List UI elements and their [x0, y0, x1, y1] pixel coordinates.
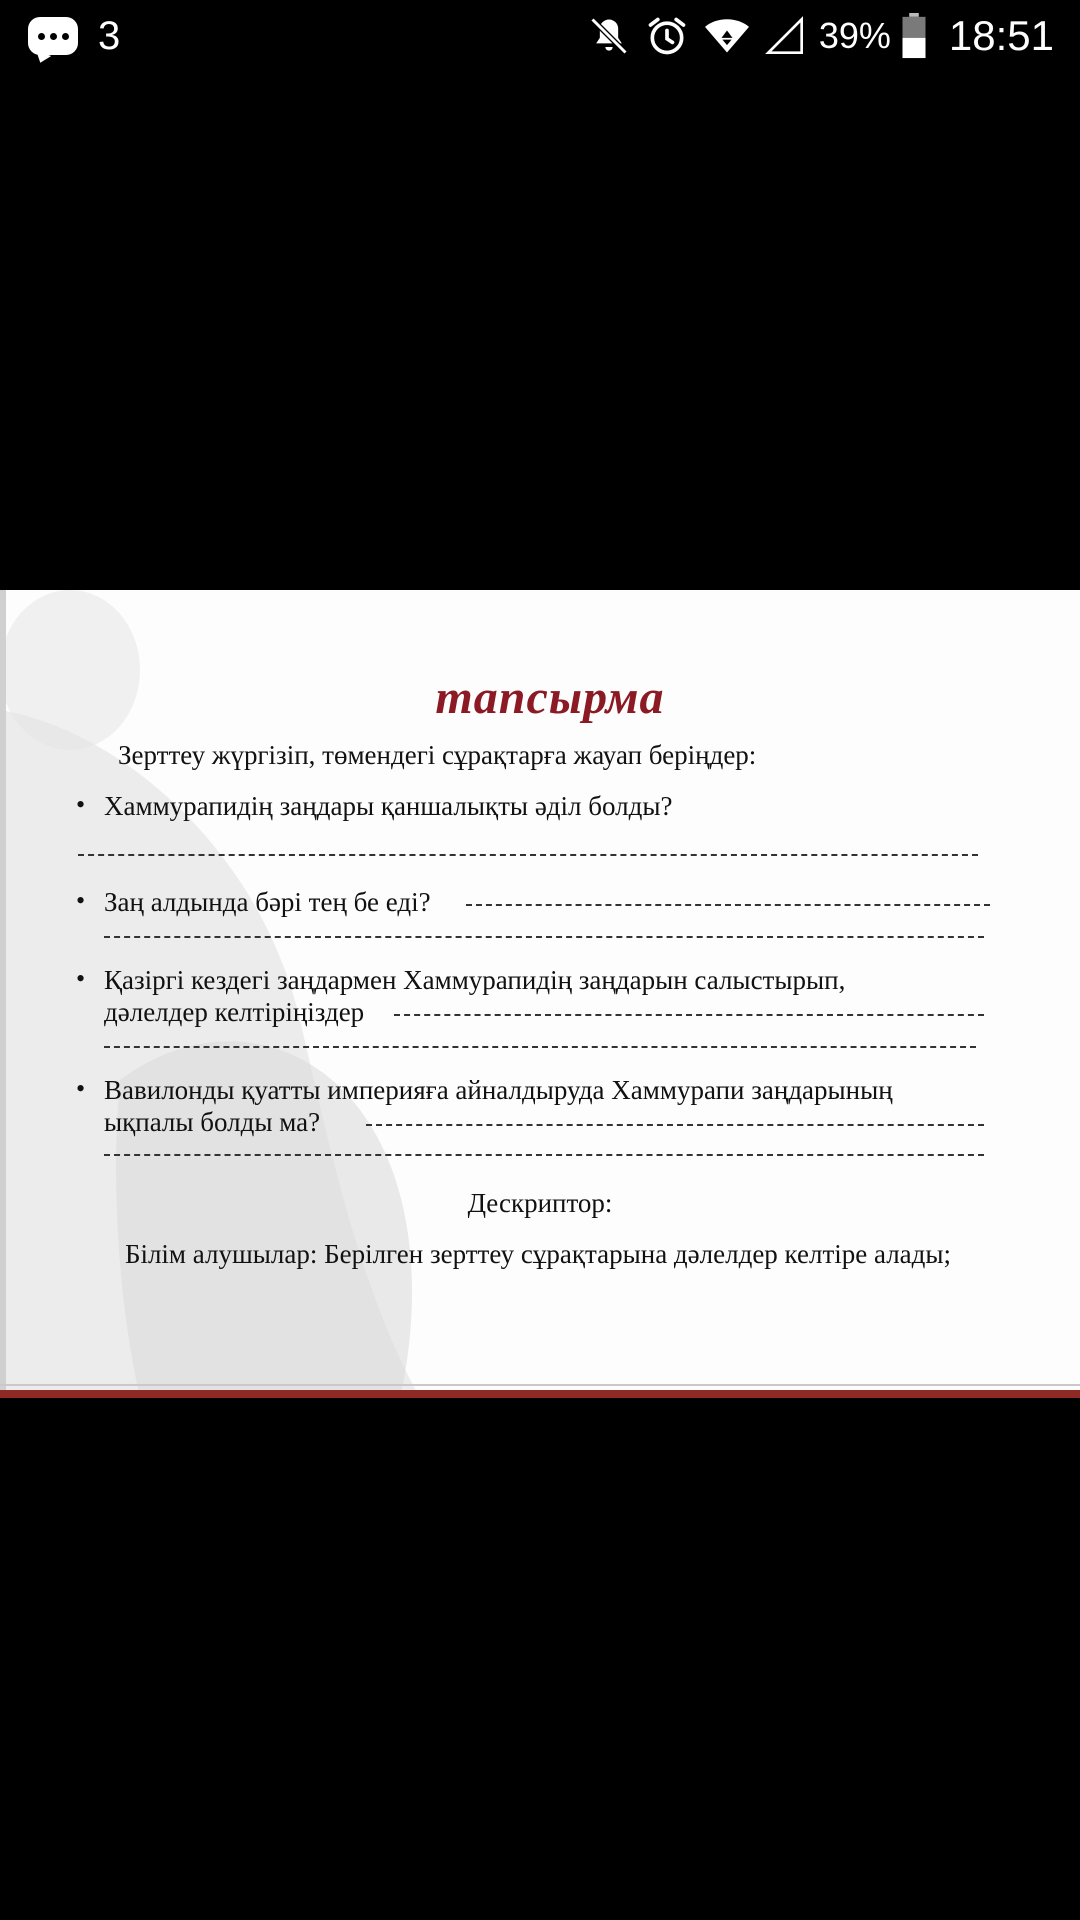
- bullet: •: [76, 886, 86, 915]
- status-bar-right: [587, 10, 1054, 62]
- slide-content: [0, 590, 1080, 1398]
- status-bar-left: [28, 14, 120, 58]
- question-text: Заң алдында бәрі тең бе еді?: [104, 887, 431, 917]
- alarm-icon: [645, 14, 689, 58]
- battery-icon: [901, 13, 927, 59]
- status-bar: [0, 0, 1080, 72]
- answer-line: [78, 854, 978, 856]
- bullet: •: [76, 964, 86, 993]
- cell-signal-icon: [765, 14, 805, 58]
- slide-title: тапсырма: [435, 671, 665, 724]
- clock: 18:51: [948, 12, 1054, 59]
- slide-image[interactable]: [0, 590, 1080, 1398]
- wifi-icon: [703, 14, 751, 58]
- question-text-line2: ықпалы болды ма?: [104, 1107, 321, 1137]
- bullet: •: [76, 1074, 86, 1103]
- question-text: Қазіргі кездегі заңдармен Хаммурапидің заңдарын салыстырып,: [104, 965, 846, 995]
- descriptor-label: Дескриптор:: [467, 1188, 613, 1218]
- descriptor-text: Білім алушылар: Берілген зерттеу сұрақтарына дәлелдер келтіре алады;: [124, 1239, 952, 1269]
- answer-line: [104, 1046, 976, 1048]
- answer-line: [466, 904, 990, 906]
- bell-off-icon: [587, 14, 631, 58]
- answer-line: [104, 936, 984, 938]
- answer-line: [366, 1124, 984, 1126]
- answer-line: [394, 1014, 984, 1016]
- question-text: Вавилонды қуатты империяға айналдыруда Хаммурапи заңдарының: [104, 1075, 893, 1105]
- answer-line: [104, 1154, 984, 1156]
- battery-percent: 39%: [818, 15, 891, 56]
- bullet: •: [76, 790, 86, 819]
- slide-intro: Зерттеу жүргізіп, төмендегі сұрақтарға жауап беріңдер:: [118, 740, 757, 770]
- message-icon: [28, 17, 78, 55]
- notification-count: 3: [98, 14, 121, 58]
- question-text: Хаммурапидің заңдары қаншалықты әділ болды?: [104, 791, 673, 821]
- question-text-line2: дәлелдер келтіріңіздер: [104, 997, 365, 1027]
